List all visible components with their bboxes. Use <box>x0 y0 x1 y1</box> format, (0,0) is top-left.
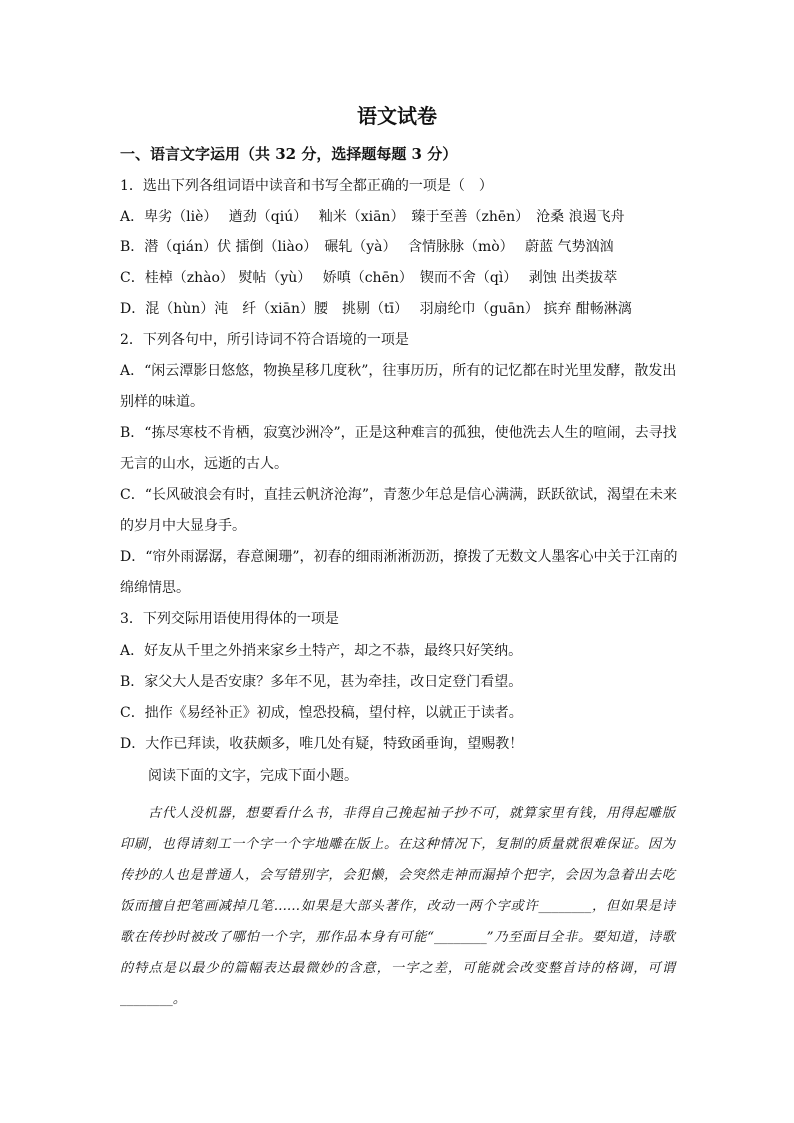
question-2-option-d-line1: D．“帘外雨潺潺，春意阑珊”，初春的细雨淅淅沥沥，撩拨了无数文人墨客心中关于江南的 <box>120 549 678 565</box>
question-3-option-b: B．家父大人是否安康？多年不见，甚为牵挂，改日定登门看望。 <box>120 674 523 690</box>
passage-line: 饭而擅自把笔画减掉几笔……如果是大部头著作，改动一两个字或许________，但如果是诗 <box>120 899 675 914</box>
passage-line: 歌在传抄时被改了哪怕一个字，那作品本身有可能“________”乃至面目全非。要知道，诗歌 <box>120 930 675 945</box>
question-1-stem: 1．选出下列各组词语中读音和书写全都正确的一项是（ ） <box>120 178 493 194</box>
question-3-stem: 3．下列交际用语使用得体的一项是 <box>120 611 339 627</box>
question-2-option-b-line2: 无言的山水，远逝的古人。 <box>120 456 288 472</box>
page-title: 语文试卷 <box>357 104 437 128</box>
section-heading: 一、语言文字运用（共 32 分，选择题每题 3 分） <box>120 145 458 163</box>
passage-line: 传抄的人也是普通人，会写错别字，会犯懒，会突然走神而漏掉个把字，会因为急着出去吃 <box>120 868 675 883</box>
passage-line: ________。 <box>120 992 186 1007</box>
question-1-option-d: D．混（hùn）沌 纤（xiān）腰 挑剔（tī） 羽扇纶巾（guān） 摈弃 酣畅淋漓 <box>120 301 632 317</box>
question-2-option-d-line2: 绵绵情思。 <box>120 580 190 596</box>
question-3-option-c: C．拙作《易经补正》初成，惶恐投稿，望付梓，以就正于读者。 <box>120 705 523 721</box>
question-2-option-c-line1: C．“长风破浪会有时，直挂云帆济沧海”，青葱少年总是信心满满，跃跃欲试，渴望在未来 <box>120 487 678 503</box>
reading-instruction: 阅读下面的文字，完成下面小题。 <box>148 768 358 784</box>
question-2-stem: 2．下列各句中，所引诗词不符合语境的一项是 <box>120 332 409 348</box>
passage-line: 的特点是以最少的篇幅表达最微妙的含意，一字之差，可能就会改变整首诗的格调，可谓 <box>120 961 675 976</box>
question-1-option-a: A．卑劣（liè） 遒劲（qiú） 籼米（xiān） 臻于至善（zhēn） 沧桑 浪遏飞舟 <box>120 209 625 225</box>
question-3-option-d: D．大作已拜读，收获颇多，唯几处有疑，特致函垂询，望赐教！ <box>120 736 524 752</box>
passage-line: 印刷，也得请刻工一个字一个字地雕在版上。在这种情况下，复制的质量就很难保证。因为 <box>120 837 675 852</box>
passage-line: 古代人没机器，想要看什么书，非得自己挽起袖子抄不可，就算家里有钱，用得起雕版 <box>148 806 675 821</box>
question-1-option-c: C．桂棹（zhào） 熨帖（yù） 娇嗔（chēn） 锲而不舍（qì） 剥蚀 出类拔萃 <box>120 270 618 286</box>
question-2-option-b-line1: B．“拣尽寒枝不肯栖，寂寞沙洲冷”，正是这种难言的孤独，使他洗去人生的喧闹，去寻找 <box>120 425 677 441</box>
question-2-option-c-line2: 的岁月中大显身手。 <box>120 518 246 534</box>
question-1-option-b: B．潜（qián）伏 擂倒（liào） 碾轧（yà） 含情脉脉（mò） 蔚蓝 气势汹汹 <box>120 239 614 255</box>
question-2-option-a-line2: 别样的味道。 <box>120 394 204 410</box>
question-2-option-a-line1: A．“闲云潭影日悠悠，物换星移几度秋”，往事历历，所有的记忆都在时光里发酵，散发出 <box>120 363 677 379</box>
question-3-option-a: A．好友从千里之外捎来家乡土特产，却之不恭，最终只好笑纳。 <box>120 643 523 659</box>
